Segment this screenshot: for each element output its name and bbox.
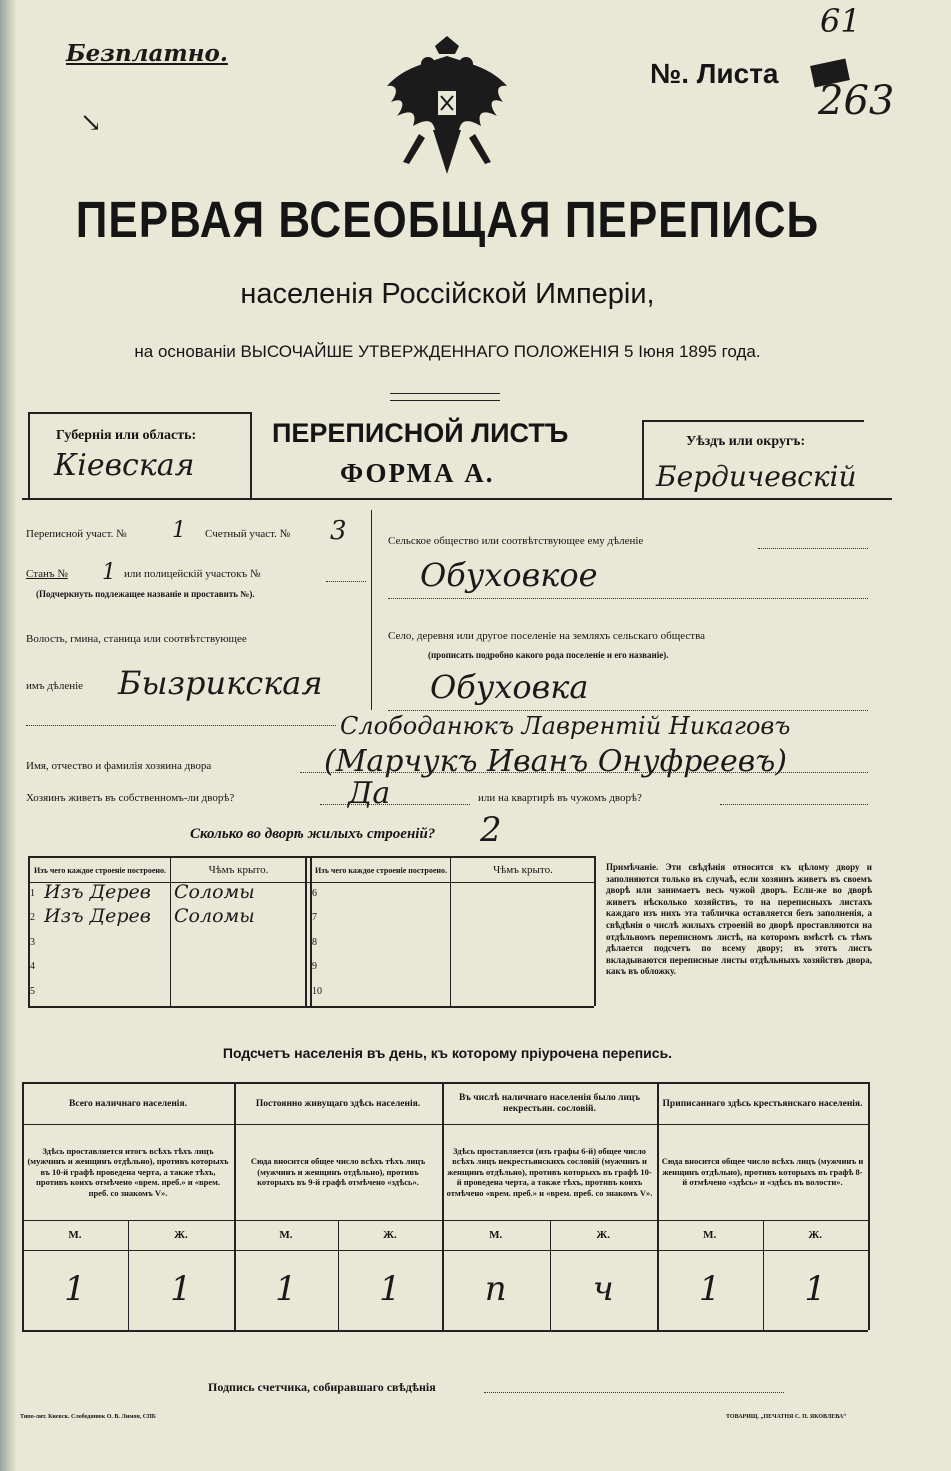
village-label: Село, деревня или другое поселеніе на земляхъ сельскаго общества	[388, 630, 706, 642]
buildings-label: Сколько во дворѣ жилыхъ строеній?	[190, 826, 436, 842]
male-count: п	[484, 1268, 507, 1309]
summary-column-header: Въ числѣ наличнаго населенія было лицъ некрестьян. сословій.	[459, 1093, 640, 1114]
male-count: 1	[698, 1268, 721, 1309]
stan-value: 1	[102, 560, 116, 585]
volost-label-2: имъ дѣленіе	[26, 680, 84, 692]
building-row-number: 7	[312, 912, 317, 924]
basis-line: на основаніи ВЫСОЧАЙШЕ УТВЕРЖДЕННАГО ПОЛОЖЕНІЯ 5 Іюня 1895 года.	[134, 342, 761, 361]
building-row-number: 8	[312, 936, 317, 948]
col-roof-header-right: Чѣмъ крыто.	[493, 863, 553, 876]
female-label: Ж.	[383, 1228, 397, 1241]
building-material: Изъ Дерев	[44, 881, 151, 903]
own-yard-label: Хозяинъ живетъ въ собственномъ-ли дворѣ?	[26, 792, 235, 804]
guberniya-label: Губернія или область:	[56, 428, 197, 443]
male-label: М.	[703, 1228, 717, 1241]
male-label: М.	[68, 1228, 82, 1241]
female-count: 1	[804, 1268, 827, 1309]
sheet-number-crossed: 61	[820, 2, 861, 40]
female-label: Ж.	[596, 1228, 611, 1241]
building-roof: Соломы	[174, 905, 255, 928]
male-label: М.	[489, 1228, 503, 1241]
building-row-number: 6	[312, 888, 317, 899]
uezd-label: Уѣздъ или округъ:	[686, 434, 806, 449]
own-yard-value: Да	[348, 776, 391, 811]
buildings-value: 2	[480, 810, 502, 850]
sheet-title: ПЕРЕПИСНОЙ ЛИСТЪ	[272, 418, 569, 448]
main-title: ПЕРВАЯ ВСЕОБЩАЯ ПЕРЕПИСЬ	[75, 192, 820, 249]
sheet-label: №. Листа	[650, 58, 779, 89]
margin-mark: ↘	[80, 108, 102, 138]
signature-label: Подпись счетчика, собиравшаго свѣдѣнія	[208, 1380, 436, 1394]
female-count: 1	[379, 1268, 401, 1309]
summary-title: Подсчетъ населенія въ день, къ которому пріурочена перепись.	[222, 1045, 673, 1061]
female-label: Ж.	[174, 1228, 188, 1241]
free-label: Безплатно.	[66, 40, 228, 67]
male-label: М.	[279, 1228, 293, 1241]
rent-label: или на квартирѣ въ чужомъ дворѣ?	[478, 792, 642, 804]
building-row-number: 2	[30, 912, 35, 924]
uezd-value: Бердичевскій	[656, 460, 857, 493]
building-material: Изъ Дерев	[44, 905, 151, 928]
society-label: Сельское общество или соотвѣтствующее ему дѣленіе	[388, 535, 644, 547]
guberniya-value: Кіевская	[54, 448, 195, 483]
col-roof-header-left: Чѣмъ крыто.	[208, 863, 269, 876]
building-row-number: 4	[30, 961, 35, 973]
summary-column-header: Приписаннаго здѣсь крестьянскаго населенія.	[662, 1098, 863, 1109]
subtitle: населенія Россійской Имперіи,	[240, 278, 655, 310]
building-row-number: 5	[30, 985, 35, 997]
summary-column-description: Здѣсь проставляется итогъ всѣхъ тѣхъ лицъ (мужчинъ и женщинъ отдѣльно), противъ которыхъ въ 10-й графѣ проведена черта, а также тѣхъ, противъ коихъ отмѣчено «врем. преб.» и «врем. преб. со знакомъ V».	[27, 1145, 229, 1198]
female-count: 1	[170, 1268, 192, 1309]
col-material-header-left: Изъ чего каждое строеніе построено.	[33, 865, 167, 875]
female-count: ч	[592, 1268, 614, 1309]
building-roof: Соломы	[174, 881, 255, 903]
building-row-number: 3	[30, 936, 35, 948]
village-note: (прописать подробно какого рода поселеніе и его названіе).	[428, 650, 669, 660]
census-section-value: 1	[172, 518, 186, 543]
count-section-value: 3	[330, 516, 347, 546]
building-row-number: 1	[30, 888, 35, 899]
society-value: Обуховкое	[420, 556, 598, 594]
village-value: Обуховка	[430, 668, 589, 706]
census-section-label: Переписной участ. №	[26, 528, 127, 540]
summary-column-description: Сюда вносится общее число всѣхъ лицъ (мужчинъ и женщинъ отдѣльно), противъ которыхъ въ графѣ 8-й отмѣчено «здѣсь» и «здѣсь въ волости».	[661, 1156, 864, 1188]
summary-column-description: Здѣсь проставляется (изъ графы 6-й) общее число всѣхъ лицъ некрестьянскихъ сословій (мужчинъ и женщинъ отдѣльно), противъ которыхъ въ графѣ 10-й проведена черта, а также тѣхъ, противъ коихъ отмѣчено «врем. преб.» и «врем. преб. со знакомъ V».	[446, 1145, 653, 1198]
building-row-number: 10	[312, 985, 322, 997]
form-name: ФОРМА А.	[340, 458, 495, 488]
sheet-number: 263	[818, 78, 895, 124]
volost-label: Волость, гмина, станица или соотвѣтствующее	[26, 633, 247, 645]
owner-value: (Марчукъ Иванъ Онуфреевъ)	[324, 744, 787, 779]
printer-left: Типо-лит. Киевск. Слободянюк О. В. Лимон, СПБ	[20, 1414, 156, 1420]
summary-column-header: Постоянно живущаго здѣсь населенія.	[255, 1098, 421, 1109]
volost-value: Бызрикская	[118, 664, 323, 702]
stan-note: (Подчеркнуть подлежащее названіе и проставить №).	[36, 589, 255, 599]
female-label: Ж.	[808, 1228, 823, 1241]
count-section-label: Счетный участ. №	[205, 528, 291, 540]
ornament-divider	[390, 393, 500, 401]
col-material-header-right: Изъ чего каждое строеніе построено.	[314, 865, 448, 875]
summary-column-description: Сюда вносится общее число всѣхъ тѣхъ лицъ (мужчинъ и женщинъ отдѣльно), противъ которыхъ въ 9-й графѣ отмѣчено «здѣсь».	[250, 1156, 426, 1188]
owner-extra-name: Слободанюкъ Лаврентій Никаговъ	[340, 712, 791, 740]
summary-column-header: Всего наличнаго населенія.	[69, 1098, 187, 1109]
imperial-eagle-emblem	[383, 34, 511, 182]
stan-label: Станъ №	[26, 568, 68, 580]
building-row-number: 9	[312, 961, 317, 973]
male-count: 1	[275, 1268, 297, 1309]
stan-rest: или полицейскій участокъ №	[124, 568, 261, 580]
printer-right: ТОВАРИЩ. „ПЕЧАТНЯ С. П. ЯКОВЛЕВА“	[726, 1414, 847, 1420]
male-count: 1	[64, 1268, 86, 1309]
buildings-note: Примѣчаніе. Эти свѣдѣнія относятся къ цѣлому двору и заполняются только въ случаѣ, если хозяинъ живетъ въ своемъ дворѣ или занимаетъ весь чужой дворъ. Если-же во дворѣ живетъ нѣсколько хозяйствъ, то на переписныхъ листахъ каждаго изъ нихъ эта табличка оставляется безъ заполненія, а свѣдѣнія о числѣ жилыхъ строеній во дворѣ проставляются на отдѣльномъ переписномъ листѣ, на которомъ вмѣстѣ съ тѣмъ дѣлается подсчетъ по всему двору; въ этотъ листъ вкладываются переписные листы отдѣльныхъ хозяйствъ двора, какъ въ обложку.	[606, 862, 872, 977]
owner-label: Имя, отчество и фамилія хозяина двора	[26, 760, 212, 772]
